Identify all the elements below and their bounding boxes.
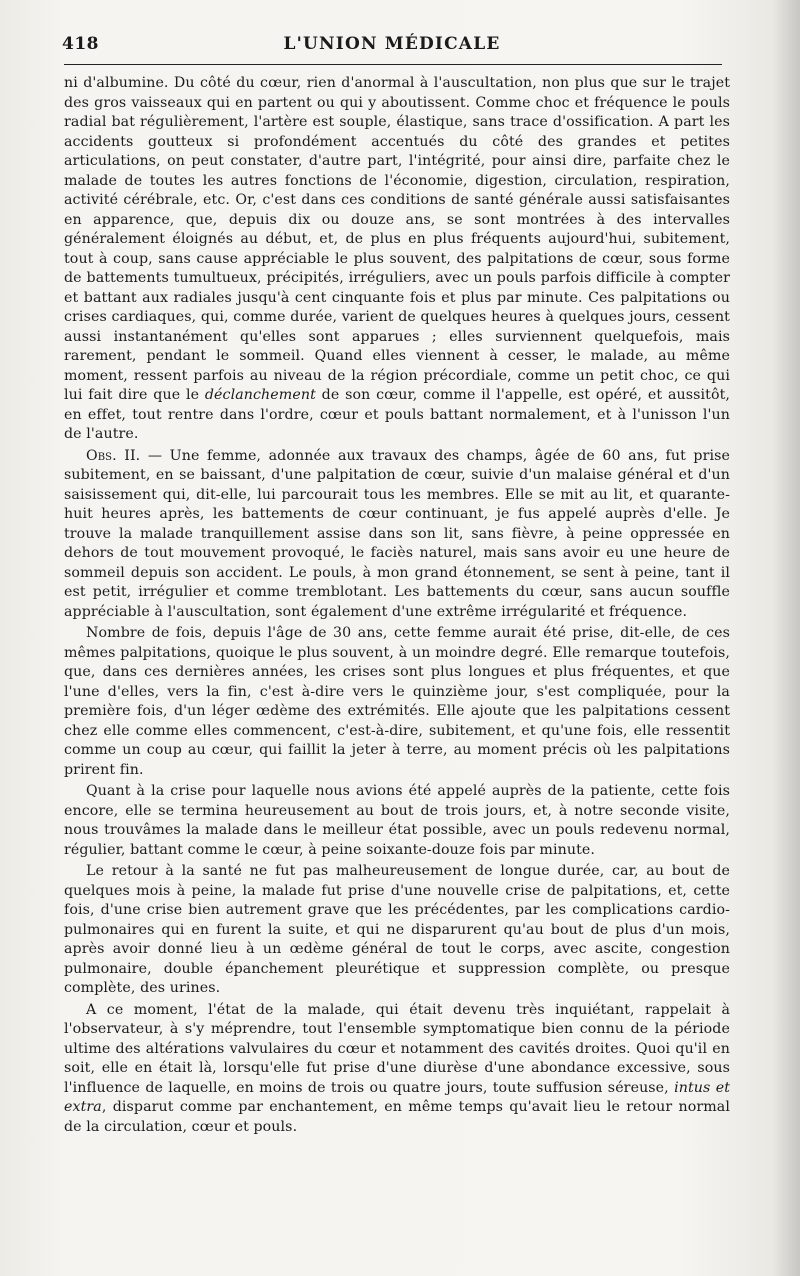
header-rule: [64, 64, 722, 65]
italic-term-declanchement: déclanchement: [204, 387, 316, 403]
paragraph-6-text: A ce moment, l'état de la malade, qui était devenu très inquiétant, rappelait à l'observateur, à s'y méprendre, tout l'ensemble symptomatique bien connu de la période ultime des altérations valvulaires du cœur et notamment des cavités droites. Quoi qu'il en soit, elle en était là, lorsqu'elle fut prise d'une diurèse d'une abondance excessive, sous l'influence de laquelle, en moins de trois ou quatre jours, toute suffusion séreuse,: [64, 1001, 730, 1096]
page-number: 418: [62, 34, 99, 54]
paragraph-6-tail: , disparut comme par enchantement, en même temps qu'avait lieu le retour normal de la circulation, cœur et pouls.: [64, 1099, 730, 1135]
running-title: L'UNION MÉDICALE: [283, 34, 501, 54]
observation-2-text: — Une femme, adonnée aux travaux des champs, âgée de 60 ans, fut prise subitement, en se baissant, d'une palpitation de cœur, suivie d'un malaise général et d'un saisissement qui, dit-elle, lui parcourait tous les membres. Elle se mit au lit, et quarante-huit heures après, les battements de cœur continuant, je fus appelé auprès d'elle. Je trouve la malade tranquillement assise dans son lit, sans fièvre, à peine oppressée en dehors de tout mouvement provoqué, le faciès naturel, mais sans avoir eu une heure de sommeil depuis son accident. Le pouls, à mon grand étonnement, se sent à peine, tant il est petit, irrégulier et comme tremblotant. Les battements du cœur, sans aucun souffle appréciable à l'auscultation, sont également d'une extrême irrégularité et fréquence.: [64, 447, 730, 620]
page-header: [62, 32, 722, 56]
paragraph-1-tail: de son cœur, comme il l'appelle, est opéré, et aussitôt, en effet, tout rentre dans l'ordre, cœur et pouls battant normalement, et à l'unisson l'un de l'autre.: [64, 387, 730, 442]
observation-label: Obs. II.: [86, 447, 141, 464]
paragraph-continuation: [64, 74, 730, 445]
paragraph-3: Nombre de fois, depuis l'âge de 30 ans, cette femme aurait été prise, dit-elle, de ces mêmes palpitations, quoique le plus souvent, à un moindre degré. Elle remarque toutefois, que, dans ces dernières années, les crises sont plus longues et plus fréquentes, et que l'une d'elles, vers la fin, c'est à-dire vers le quinzième jour, s'est compliquée, pour la première fois, d'un léger œdème des extrémités. Elle ajoute que les palpitations cessent chez elle comme elles commencent, c'est-à-dire, subitement, et qu'une fois, elle ressentit comme un coup au cœur, qui faillit la jeter à terre, au moment précis où les palpitations prirent fin.: [64, 625, 730, 778]
page-edge-shadow: [772, 0, 800, 1276]
observation-2-paragraph: [64, 447, 730, 623]
body-text: [64, 74, 730, 1137]
paragraph-6: [64, 1001, 730, 1138]
paragraph-4: Quant à la crise pour laquelle nous avions été appelé auprès de la patiente, cette fois encore, elle se termina heureusement au bout de trois jours, et, à notre seconde visite, nous trouvâmes la malade dans le meilleur état possible, avec un pouls redevenu normal, régulier, battant comme le cœur, à peine soixante-douze fois par minute.: [64, 783, 730, 858]
paragraph-1-text: ni d'albumine. Du côté du cœur, rien d'anormal à l'auscultation, non plus que sur le trajet des gros vaisseaux qui en partent ou qui y aboutissent. Comme choc et fréquence le pouls radial bat régulièrement, l'artère est souple, élastique, sans trace d'ossification. A part les accidents goutteux si profondément accentués du côté des grandes et petites articulations, on peut constater, d'autre part, l'intégrité, pour ainsi dire, parfaite chez le malade de toutes les autres fonctions de l'économie, digestion, circulation, respiration, activité cérébrale, etc. Or, c'est dans ces conditions de santé générale aussi satisfaisantes en apparence, que, depuis dix ou douze ans, se sont montrées à des intervalles généralement éloignés au début, et, de plus en plus fréquents aujourd'hui, subitement, tout à coup, sans cause appréciable le plus souvent, des palpitations de cœur, sous forme de battements tumultueux, précipités, irréguliers, avec un pouls parfois difficile à compter et battant aux radiales jusqu'à cent cinquante fois et plus par minute. Ces palpitations ou crises cardiaques, qui, comme durée, varient de quelques heures à quelques jours, cessent aussi instantanément qu'elles sont apparues ; elles surviennent quelquefois, mais rarement, pendant le sommeil. Quand elles viennent à cesser, le malade, au même moment, ressent parfois au niveau de la région précordiale, comme un petit choc, ce qui lui fait dire que le: [64, 75, 730, 403]
italic-term-intus-et-extra: intus et extra: [64, 1079, 731, 1115]
paragraph-5: Le retour à la santé ne fut pas malheureusement de longue durée, car, au bout de quelques mois à peine, la malade fut prise d'une nouvelle crise de palpitations, et, cette fois, d'une crise bien autrement grave que les précédentes, par les complications cardio-pulmonaires qui en furent la suite, et qui ne disparurent qu'au bout de plus d'un mois, après avoir donné lieu à un œdème général de tout le corps, avec ascite, congestion pulmonaire, double épanchement pleurétique et suppression complète, ou presque complète, des urines.: [64, 863, 730, 996]
